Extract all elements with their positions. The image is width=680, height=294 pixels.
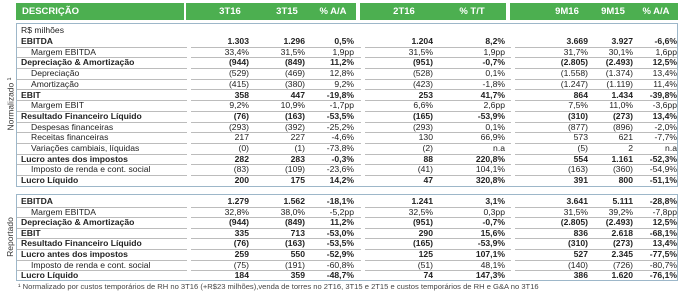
row-label: Margem EBITDA: [31, 206, 96, 217]
cell-value: -0,3%: [331, 153, 354, 164]
cell-value: 130: [418, 132, 433, 143]
row-label: Imposto de renda e cont. social: [31, 259, 151, 270]
unit-label: R$ milhões: [21, 25, 64, 35]
cell-value: -0,7%: [482, 57, 505, 68]
cell-value: 66,9%: [480, 132, 505, 143]
unit-label-row: [17, 25, 677, 35]
header-col-4: % T/T: [459, 6, 485, 17]
cell-value: (293): [412, 121, 433, 132]
cell-value: (83): [233, 164, 249, 175]
cell-value: 320,8%: [475, 175, 505, 186]
cell-value: -0,7%: [482, 217, 505, 228]
cell-value: (392): [284, 121, 305, 132]
cell-value: 13,4%: [652, 238, 677, 249]
cell-value: (849): [284, 217, 305, 228]
cell-value: -53,9%: [477, 110, 505, 121]
cell-value: 11,0%: [609, 100, 633, 111]
cell-value: -68,1%: [649, 227, 677, 238]
cell-value: 31,5%: [563, 206, 588, 217]
cell-value: (191): [284, 259, 305, 270]
group-divider: [361, 24, 365, 186]
cell-value: -60,8%: [326, 259, 354, 270]
cell-value: 573: [573, 132, 588, 143]
table-row: [17, 175, 677, 186]
cell-value: 3.669: [566, 36, 588, 46]
cell-value: 2,6pp: [483, 100, 505, 111]
cell-value: 290: [418, 227, 433, 238]
cell-value: -48,7%: [326, 270, 354, 281]
header-col-7: % A/A: [642, 6, 670, 17]
cell-value: 9,2%: [334, 78, 354, 89]
cell-value: -39,8%: [649, 89, 677, 100]
cell-value: -52,3%: [649, 153, 677, 164]
cell-value: 1.303: [227, 36, 249, 46]
cell-value: (896): [612, 121, 633, 132]
cell-value: 33,4%: [224, 46, 249, 57]
cell-value: 12,8%: [329, 68, 354, 79]
cell-value: -23,6%: [326, 164, 354, 175]
cell-value: (360): [612, 164, 633, 175]
cell-value: 39,2%: [608, 206, 633, 217]
cell-value: (165): [412, 110, 433, 121]
cell-value: 11,2%: [330, 217, 354, 228]
cell-value: (415): [228, 78, 249, 89]
cell-value: -52,9%: [326, 249, 354, 259]
cell-value: 9,2%: [229, 100, 249, 111]
normalized-section: [16, 23, 678, 187]
cell-value: 386: [573, 270, 588, 281]
cell-value: (2.805): [560, 217, 588, 228]
cell-value: (273): [612, 238, 633, 249]
cell-value: 184: [234, 270, 249, 281]
cell-value: (726): [612, 259, 633, 270]
cell-value: 5.111: [612, 196, 633, 206]
cell-value: 10,9%: [280, 100, 305, 111]
cell-value: 2.618: [611, 227, 633, 238]
cell-value: 1,6pp: [655, 46, 677, 57]
cell-value: (423): [412, 78, 433, 89]
row-label: Depreciação & Amortização: [21, 57, 135, 68]
cell-value: 31,7%: [563, 46, 588, 57]
cell-value: -53,5%: [326, 110, 354, 121]
cell-value: (140): [567, 259, 588, 270]
cell-value: (944): [228, 217, 249, 228]
group-divider: [361, 195, 365, 280]
cell-value: (163): [567, 164, 588, 175]
cell-value: 32,5%: [408, 206, 433, 217]
cell-value: (273): [612, 110, 633, 121]
group-divider: [511, 24, 515, 186]
cell-value: 217: [234, 132, 249, 143]
cell-value: (469): [284, 68, 305, 79]
cell-value: 147,3%: [475, 270, 505, 281]
cell-value: 125: [418, 249, 433, 259]
cell-value: 1.296: [283, 36, 305, 46]
cell-value: 1.279: [227, 196, 249, 206]
cell-value: 447: [290, 89, 305, 100]
cell-value: 253: [418, 89, 433, 100]
cell-value: 3.641: [566, 196, 588, 206]
cell-value: 48,1%: [480, 259, 505, 270]
cell-value: 6,6%: [413, 100, 433, 111]
cell-value: (528): [412, 68, 433, 79]
cell-value: 335: [234, 227, 249, 238]
cell-value: -53,0%: [326, 227, 354, 238]
row-label: Depreciação & Amortização: [21, 217, 135, 228]
header-col-3: 2T16: [393, 6, 415, 17]
cell-value: 31,5%: [280, 46, 305, 57]
cell-value: (380): [284, 78, 305, 89]
cell-value: 38,0%: [280, 206, 305, 217]
cell-value: 713: [290, 227, 305, 238]
cell-value: 175: [290, 175, 305, 186]
cell-value: 11,2%: [330, 57, 354, 68]
cell-value: -19,8%: [326, 89, 354, 100]
row-label: EBITDA: [21, 36, 53, 46]
cell-value: (1): [294, 143, 305, 153]
group-divider: [187, 195, 191, 280]
cell-value: 359: [290, 270, 305, 281]
cell-value: (51): [417, 259, 433, 270]
cell-value: (2): [422, 143, 433, 153]
row-label: Variações cambiais, líquidas: [31, 143, 140, 153]
row-label: Lucro antes dos impostos: [21, 153, 128, 164]
cell-value: 220,8%: [475, 153, 505, 164]
cell-value: 12,5%: [652, 57, 677, 68]
cell-value: 864: [573, 89, 588, 100]
cell-value: 0,3pp: [483, 206, 505, 217]
cell-value: 1,9pp: [483, 46, 505, 57]
row-label: Despesas financeiras: [31, 121, 114, 132]
cell-value: (165): [412, 238, 433, 249]
cell-value: 550: [290, 249, 305, 259]
cell-value: -3,6pp: [652, 100, 677, 111]
cell-value: (163): [284, 238, 305, 249]
reported-section: [16, 194, 678, 281]
cell-value: 2: [628, 143, 633, 153]
group-divider: [187, 24, 191, 186]
cell-value: n.a: [665, 143, 677, 153]
cell-value: (310): [567, 238, 588, 249]
row-label: Depreciação: [31, 68, 80, 79]
cell-value: 11,4%: [653, 78, 677, 89]
cell-value: 800: [618, 175, 633, 186]
cell-value: 1.562: [283, 196, 305, 206]
header-col-5: 9M16: [555, 6, 579, 17]
cell-value: 12,5%: [652, 217, 677, 228]
row-label: Margem EBIT: [31, 100, 85, 111]
cell-value: -2,0%: [654, 121, 677, 132]
cell-value: 1.434: [611, 89, 633, 100]
cell-value: (951): [412, 217, 433, 228]
cell-value: 14,2%: [329, 175, 354, 186]
row-label: Amortização: [31, 78, 79, 89]
cell-value: -80,7%: [649, 259, 677, 270]
cell-value: -28,8%: [649, 196, 677, 206]
row-label: Lucro Líquido: [21, 175, 79, 186]
footnote: ¹ Normalizado por custos temporários de RH no 3T16 (+R$23 milhões),venda de torres no 2T16, 3T15 e 2T15 e custos temporários de RH e G&A no 3T16: [18, 282, 539, 291]
header-descricao: DESCRIÇÃO: [16, 3, 184, 20]
cell-value: 8,2%: [485, 36, 505, 46]
cell-value: 74: [423, 270, 433, 281]
cell-value: (109): [284, 164, 305, 175]
cell-value: -73,8%: [326, 143, 354, 153]
cell-value: 2.345: [611, 249, 633, 259]
row-label: EBIT: [21, 89, 41, 100]
cell-value: (76): [233, 238, 249, 249]
cell-value: 3.927: [611, 36, 633, 46]
cell-value: 3,1%: [485, 196, 505, 206]
side-label-normalized: Normalizado ¹: [5, 77, 15, 131]
cell-value: -53,9%: [477, 238, 505, 249]
cell-value: -1,8%: [482, 78, 505, 89]
cell-value: -54,9%: [649, 164, 677, 175]
cell-value: (1.119): [606, 78, 633, 89]
cell-value: 15,6%: [480, 227, 505, 238]
cell-value: (293): [228, 121, 249, 132]
cell-value: (2.493): [605, 57, 633, 68]
cell-value: 107,1%: [475, 249, 505, 259]
cell-value: (1.374): [605, 68, 633, 79]
row-label: Lucro antes dos impostos: [21, 249, 128, 259]
cell-value: (877): [567, 121, 588, 132]
cell-value: -53,5%: [326, 238, 354, 249]
cell-value: 1.204: [411, 36, 433, 46]
cell-value: 621: [618, 132, 633, 143]
side-label-reported: Reportado: [5, 217, 16, 257]
row-label: Imposto de renda e cont. social: [31, 164, 151, 175]
group-divider: [511, 195, 515, 280]
cell-value: 227: [290, 132, 305, 143]
row-label: Resultado Financeiro Líquido: [21, 238, 142, 249]
cell-value: 358: [234, 89, 249, 100]
header-col-1: 3T15: [276, 6, 298, 17]
cell-value: (75): [233, 259, 249, 270]
cell-value: -76,1%: [649, 270, 677, 281]
row-label: Margem EBITDA: [31, 46, 96, 57]
cell-value: 47: [423, 175, 433, 186]
cell-value: 836: [573, 227, 588, 238]
cell-value: 7,5%: [568, 100, 588, 111]
cell-value: (5): [577, 143, 588, 153]
table-row: [17, 270, 677, 281]
header-col-0: 3T16: [219, 6, 241, 17]
cell-value: -25,2%: [326, 121, 354, 132]
cell-value: 1,9pp: [332, 46, 354, 57]
cell-value: 1.241: [411, 196, 433, 206]
row-label: Receitas financeiras: [31, 132, 109, 143]
cell-value: 259: [234, 249, 249, 259]
cell-value: 0,5%: [334, 36, 354, 46]
cell-value: -1,7pp: [329, 100, 354, 111]
cell-value: 32,8%: [224, 206, 249, 217]
cell-value: 30,1%: [608, 46, 633, 57]
cell-value: (1.558): [560, 68, 588, 79]
cell-value: 41,7%: [480, 89, 505, 100]
cell-value: -7,8pp: [652, 206, 677, 217]
cell-value: (2.805): [560, 57, 588, 68]
row-label: EBIT: [21, 227, 41, 238]
cell-value: (76): [233, 110, 249, 121]
cell-value: 13,4%: [652, 68, 677, 79]
cell-value: -51,1%: [649, 175, 677, 186]
cell-value: 13,4%: [652, 110, 677, 121]
row-label: Lucro Líquido: [21, 270, 79, 281]
cell-value: 391: [573, 175, 588, 186]
cell-value: -5,2pp: [329, 206, 354, 217]
cell-value: (310): [567, 110, 588, 121]
table-header: [0, 0, 680, 20]
cell-value: 554: [573, 153, 588, 164]
cell-value: 1.161: [611, 153, 633, 164]
cell-value: 1.620: [611, 270, 633, 281]
cell-value: 282: [234, 153, 249, 164]
cell-value: -4,6%: [331, 132, 354, 143]
cell-value: -6,6%: [654, 36, 677, 46]
cell-value: (944): [228, 57, 249, 68]
cell-value: (951): [412, 57, 433, 68]
cell-value: 88: [423, 153, 433, 164]
cell-value: (529): [228, 68, 249, 79]
row-label: EBITDA: [21, 196, 53, 206]
cell-value: (1.247): [560, 78, 588, 89]
cell-value: (2.493): [605, 217, 633, 228]
cell-value: -18,1%: [326, 196, 354, 206]
cell-value: -77,5%: [649, 249, 677, 259]
cell-value: n.a: [493, 143, 505, 153]
cell-value: (849): [284, 57, 305, 68]
cell-value: 200: [234, 175, 249, 186]
row-label: Resultado Financeiro Líquido: [21, 110, 142, 121]
cell-value: (41): [417, 164, 433, 175]
cell-value: 0,1%: [485, 68, 505, 79]
cell-value: -7,7%: [654, 132, 677, 143]
cell-value: 283: [290, 153, 305, 164]
cell-value: (163): [284, 110, 305, 121]
cell-value: (0): [238, 143, 249, 153]
cell-value: 31,5%: [408, 46, 433, 57]
header-col-2: % A/A: [319, 6, 347, 17]
header-col-6: 9M15: [601, 6, 625, 17]
cell-value: 104,1%: [475, 164, 505, 175]
cell-value: 0,1%: [485, 121, 505, 132]
cell-value: 527: [573, 249, 588, 259]
